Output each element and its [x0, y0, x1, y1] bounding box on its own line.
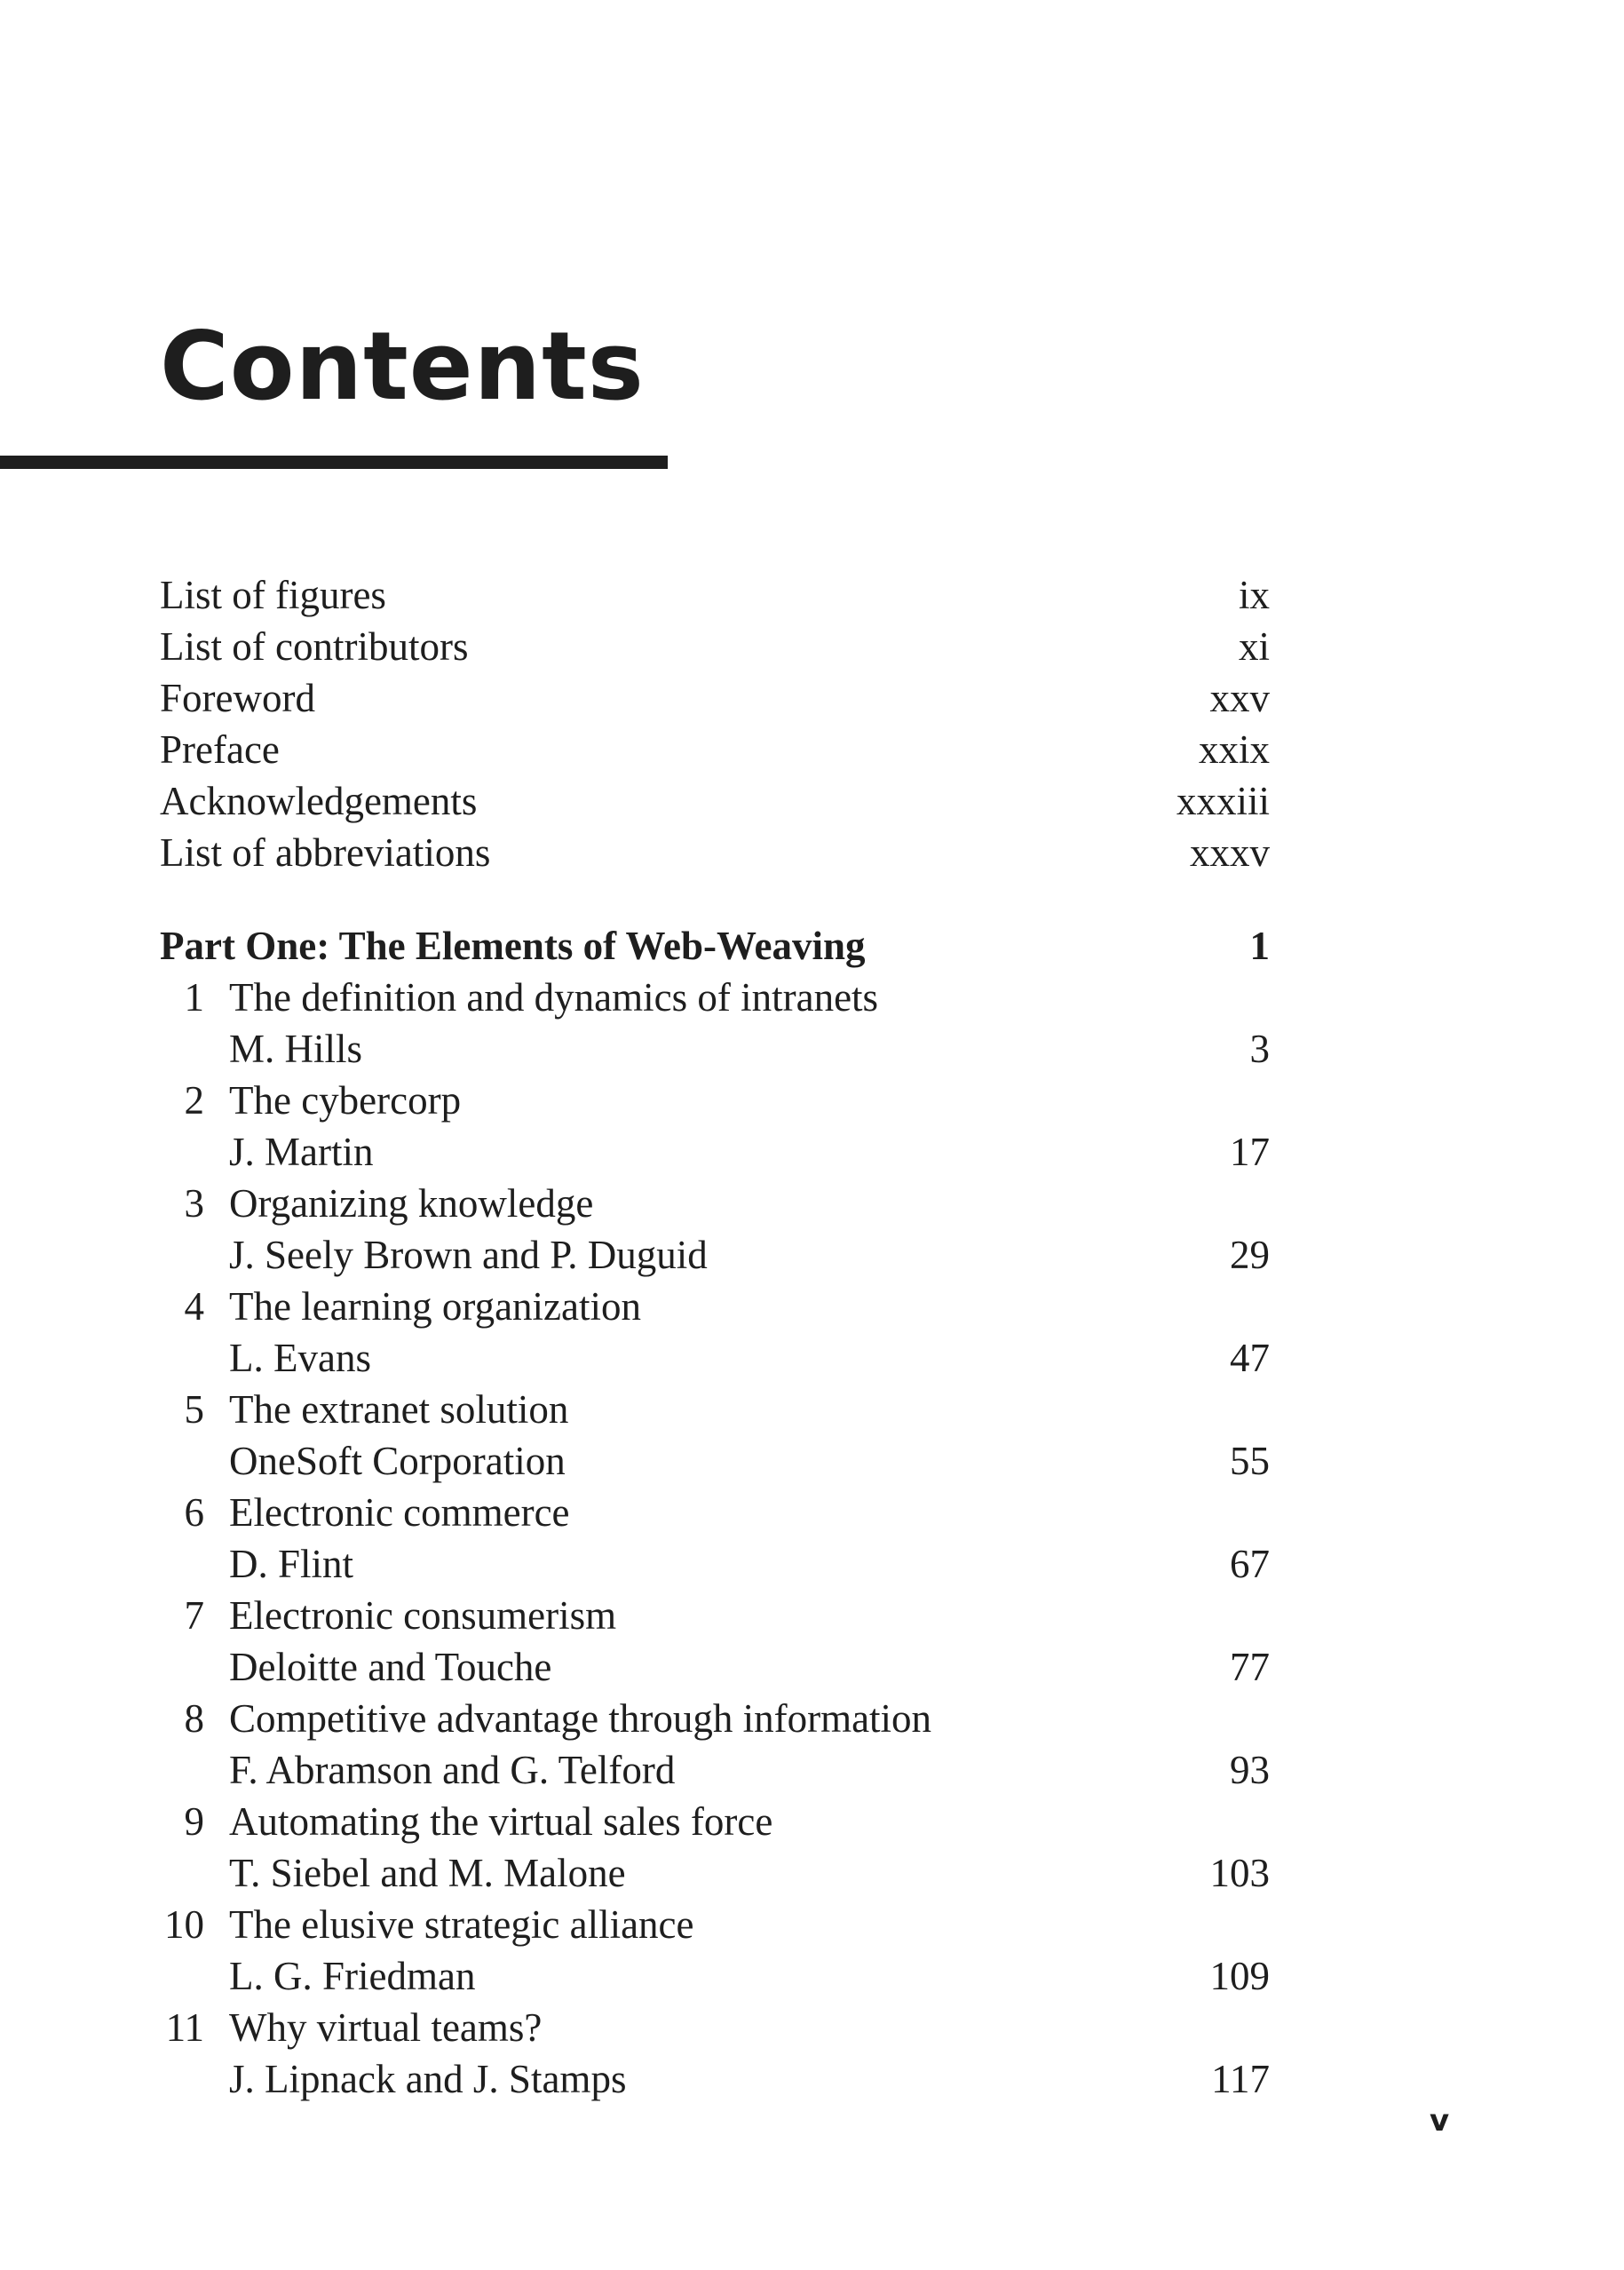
toc-chapter-author-row [160, 1332, 1270, 1384]
toc-chapter-author: L. Evans [229, 1336, 371, 1380]
toc-chapter-number: 6 [184, 1490, 204, 1535]
toc-entry-title: Acknowledgements [160, 779, 478, 823]
toc-page-number: 55 [1230, 1439, 1270, 1483]
page-title: Contents [160, 312, 645, 421]
toc-chapter-row [160, 1281, 1270, 1332]
toc-chapter-author: J. Seely Brown and P. Duguid [229, 1233, 708, 1277]
toc-chapter-author-row [160, 1229, 1270, 1281]
toc-part-title: Part One: The Elements of Web-Weaving [160, 924, 866, 968]
toc-page-number: xxix [1198, 727, 1270, 772]
toc-chapter-author: L. G. Friedman [229, 1954, 476, 1998]
toc-chapter-row [160, 2002, 1270, 2053]
toc-chapter-number: 9 [184, 1799, 204, 1844]
toc-chapter-title: Electronic consumerism [229, 1593, 617, 1638]
toc-chapter-title: Organizing knowledge [229, 1181, 594, 1226]
toc-chapter-author-row [160, 1847, 1270, 1899]
toc-chapter-author-row [160, 1023, 1270, 1075]
toc-page-number: 77 [1230, 1645, 1270, 1689]
toc-front-matter-row [160, 672, 1270, 724]
toc-entry-title: List of abbreviations [160, 830, 491, 875]
toc-chapter-number: 11 [165, 2005, 204, 2050]
toc-page-number: xxxiii [1176, 779, 1270, 823]
toc-page-number: 103 [1209, 1851, 1270, 1895]
toc-chapter-title: The learning organization [229, 1284, 641, 1329]
toc-chapter-title: Competitive advantage through information [229, 1696, 932, 1741]
toc-chapter-author: F. Abramson and G. Telford [229, 1748, 676, 1792]
toc-chapter-number: 8 [184, 1696, 204, 1741]
toc-chapter-number: 1 [184, 975, 204, 1020]
toc-page-number: xi [1238, 624, 1270, 669]
toc-page-number: 109 [1209, 1954, 1270, 1998]
toc-chapter-row [160, 1796, 1270, 1847]
toc-page-number: ix [1238, 573, 1270, 617]
toc-chapter-row [160, 1075, 1270, 1126]
toc-chapter-row [160, 972, 1270, 1023]
toc-entry-title: List of figures [160, 573, 386, 617]
toc-page-number: 3 [1249, 1027, 1270, 1071]
toc-chapter-title: Why virtual teams? [229, 2005, 543, 2050]
toc-chapter-author-row [160, 1126, 1270, 1178]
toc-chapter-title: Automating the virtual sales force [229, 1799, 773, 1844]
toc-page-number: 47 [1230, 1336, 1270, 1380]
toc-chapter-author-row [160, 1744, 1270, 1796]
toc-chapter-author: OneSoft Corporation [229, 1439, 566, 1483]
toc-chapter-title: The elusive strategic alliance [229, 1902, 694, 1947]
toc-chapter-author-row [160, 2053, 1270, 2105]
toc-chapter-title: The cybercorp [229, 1078, 462, 1123]
toc-page-number: xxv [1209, 676, 1270, 720]
toc-chapter-row [160, 1899, 1270, 1950]
toc-page-number: 17 [1230, 1130, 1270, 1174]
toc-front-matter-row [160, 827, 1270, 878]
toc-part-heading [160, 920, 1270, 972]
toc-front-matter-row [160, 621, 1270, 672]
table-of-contents [160, 569, 1270, 2105]
toc-chapter-number: 5 [184, 1387, 204, 1432]
toc-chapter-number: 10 [164, 1902, 204, 1947]
toc-chapter-number: 7 [184, 1593, 204, 1638]
toc-page-number: 117 [1211, 2057, 1270, 2101]
toc-page-number: 67 [1230, 1542, 1270, 1586]
toc-entry-title: Preface [160, 727, 280, 772]
toc-chapter-author: J. Lipnack and J. Stamps [229, 2057, 627, 2101]
toc-chapter-author-row [160, 1950, 1270, 2002]
toc-chapter-author: T. Siebel and M. Malone [229, 1851, 626, 1895]
toc-entry-title: List of contributors [160, 624, 469, 669]
toc-front-matter-row [160, 724, 1270, 775]
toc-page-number: 93 [1230, 1748, 1270, 1792]
toc-chapter-author-row [160, 1435, 1270, 1487]
toc-page-number: xxxv [1190, 830, 1270, 875]
title-underline-rule [0, 456, 668, 469]
toc-chapter-number: 3 [184, 1181, 204, 1226]
toc-front-matter-row [160, 775, 1270, 827]
toc-front-matter-row [160, 569, 1270, 621]
toc-chapter-title: The extranet solution [229, 1387, 569, 1432]
toc-chapter-number: 2 [184, 1078, 204, 1123]
toc-chapter-author: J. Martin [229, 1130, 374, 1174]
toc-chapter-number: 4 [184, 1284, 204, 1329]
toc-chapter-author: Deloitte and Touche [229, 1645, 552, 1689]
toc-chapter-row [160, 1384, 1270, 1435]
folio-page-number: v [1430, 2103, 1450, 2139]
toc-page-number: 29 [1230, 1233, 1270, 1277]
toc-chapter-author: D. Flint [229, 1542, 354, 1586]
toc-chapter-row [160, 1487, 1270, 1538]
toc-chapter-title: Electronic commerce [229, 1490, 570, 1535]
toc-chapter-row [160, 1590, 1270, 1641]
toc-chapter-title: The definition and dynamics of intranets [229, 975, 879, 1020]
toc-chapter-author-row [160, 1641, 1270, 1693]
toc-chapter-author: M. Hills [229, 1027, 363, 1071]
toc-entry-title: Foreword [160, 676, 315, 720]
toc-chapter-row [160, 1178, 1270, 1229]
toc-page-number: 1 [1249, 924, 1270, 968]
toc-chapter-row [160, 1693, 1270, 1744]
toc-chapter-author-row [160, 1538, 1270, 1590]
